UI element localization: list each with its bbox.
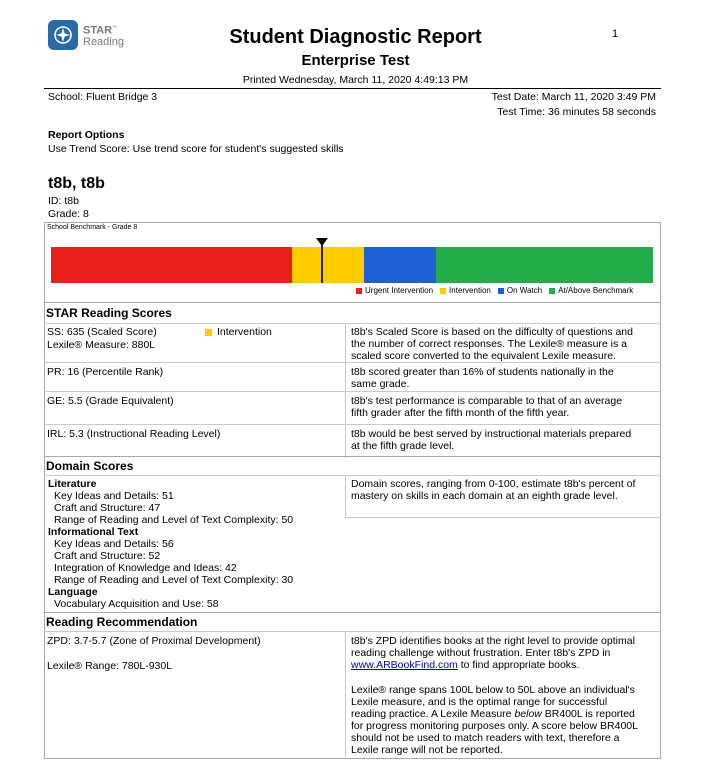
lexile-desc-line: Lexile measure, and is the optimal range for successful xyxy=(351,696,608,708)
benchmark-segment-urgent-intervention xyxy=(51,247,292,283)
lexile-desc-line-end: BR400L is reported xyxy=(541,708,635,720)
header-divider xyxy=(44,88,661,89)
test-time: Test Time: 36 minutes 58 seconds xyxy=(497,106,656,118)
irl-desc-line: t8b would be best served by instructional materials prepared xyxy=(351,428,632,440)
benchmark-legend xyxy=(349,286,633,295)
domain-score-item: Craft and Structure: 47 xyxy=(54,502,161,514)
legend-label: On Watch xyxy=(506,286,543,295)
link-suffix: to find appropriate books. xyxy=(457,659,580,671)
language-heading: Language xyxy=(48,586,98,598)
report-options-heading: Report Options xyxy=(48,129,125,141)
category-color-swatch xyxy=(205,329,212,336)
logo-trademark: ™ xyxy=(112,24,118,31)
domain-description xyxy=(351,478,635,502)
ss-desc-line: scaled score converted to the equivalent Lexile measure. xyxy=(351,350,616,362)
domain-scores-heading: Domain Scores xyxy=(44,456,661,475)
zpd-range: ZPD: 3.7-5.7 (Zone of Proximal Development) xyxy=(47,635,261,647)
lexile-desc-line: should not be used to match readers with text, therefore a xyxy=(351,732,620,744)
benchmark-panel xyxy=(44,222,661,300)
row-divider xyxy=(44,631,661,632)
star-scores-heading: STAR Reading Scores xyxy=(44,302,661,323)
domain-scores-list xyxy=(48,478,293,610)
row-divider xyxy=(44,424,661,425)
benchmark-label: School Benchmark - Grade 8 xyxy=(47,224,138,231)
domain-score-item: Range of Reading and Level of Text Complexity: 30 xyxy=(54,574,294,586)
instructional-reading-level: IRL: 5.3 (Instructional Reading Level) xyxy=(47,428,221,440)
domain-score-item: Key Ideas and Details: 51 xyxy=(54,490,174,502)
ge-desc-line: fifth grader after the fifth month of the fifth year. xyxy=(351,407,570,419)
row-divider xyxy=(44,323,661,324)
pr-description xyxy=(351,366,614,390)
legend-swatch xyxy=(356,288,362,294)
benchmark-segment-at-above-benchmark xyxy=(436,247,653,283)
school-name: School: Fluent Bridge 3 xyxy=(48,91,158,103)
pr-desc-line: same grade. xyxy=(351,378,410,390)
legend-label: Intervention xyxy=(449,286,491,295)
domain-score-item: Range of Reading and Level of Text Complexity: 50 xyxy=(54,514,294,526)
lexile-desc-line: reading practice. A Lexile Measure xyxy=(351,708,515,720)
below-emphasis: below xyxy=(514,708,542,720)
ss-desc-line: the number of correct responses. The Lexile® measure is a xyxy=(351,338,628,350)
zpd-desc-line: t8b's ZPD identifies books at the right level to provide optimal xyxy=(351,635,635,647)
student-marker-line xyxy=(321,245,323,283)
logo-product: Reading xyxy=(83,36,124,49)
report-options-text: Use Trend Score: Use trend score for student's suggested skills xyxy=(48,143,344,155)
column-divider xyxy=(345,631,346,759)
column-divider xyxy=(345,475,346,517)
domain-score-item: Vocabulary Acquisition and Use: 58 xyxy=(54,598,219,610)
ss-description xyxy=(351,326,633,362)
test-date: Test Date: March 11, 2020 3:49 PM xyxy=(491,91,656,103)
ge-description xyxy=(351,395,622,419)
domain-desc-line: mastery on skills in each domain at an eighth grade level. xyxy=(351,490,618,502)
zpd-desc-line: reading challenge without frustration. Enter t8b's ZPD in xyxy=(351,647,611,659)
student-id: ID: t8b xyxy=(48,195,79,207)
lexile-desc-line: Lexile range will not be reported. xyxy=(351,744,503,756)
benchmark-segment-intervention xyxy=(292,247,364,283)
student-name: t8b, t8b xyxy=(48,175,105,192)
ss-desc-line: t8b's Scaled Score is based on the difficulty of questions and xyxy=(351,326,633,338)
benchmark-segment-on-watch xyxy=(364,247,436,283)
printed-date: Printed Wednesday, March 11, 2020 4:49:13 PM xyxy=(242,74,469,86)
zpd-description xyxy=(351,635,635,671)
lexile-range: Lexile® Range: 780L-930L xyxy=(47,660,173,672)
irl-desc-line: at the fifth grade level. xyxy=(351,440,455,452)
domain-score-item: Craft and Structure: 52 xyxy=(54,550,161,562)
legend-swatch xyxy=(440,288,446,294)
domain-score-item: Key Ideas and Details: 56 xyxy=(54,538,174,550)
ge-desc-line: t8b's test performance is comparable to that of an average xyxy=(351,395,623,407)
pr-desc-line: t8b scored greater than 16% of students nationally in the xyxy=(351,366,614,378)
literature-heading: Literature xyxy=(48,478,97,490)
logo-brand: STAR xyxy=(83,24,113,37)
ss-category xyxy=(205,326,272,338)
report-subtitle: Enterprise Test xyxy=(301,52,410,69)
ss-category-label: Intervention xyxy=(217,326,272,338)
row-divider xyxy=(44,475,661,476)
reading-recommendation-heading: Reading Recommendation xyxy=(44,612,661,631)
informational-heading: Informational Text xyxy=(48,526,139,538)
arbookfind-link[interactable]: www.ARBookFind.com xyxy=(351,659,458,671)
irl-description xyxy=(351,428,631,452)
page-number: 1 xyxy=(612,28,619,40)
grade-equivalent: GE: 5.5 (Grade Equivalent) xyxy=(47,395,174,407)
row-divider xyxy=(345,517,661,518)
legend-label: At/Above Benchmark xyxy=(558,286,634,295)
lexile-desc-line: for progress monitoring purposes only. A score below BR400L xyxy=(351,720,638,732)
percentile-rank: PR: 16 (Percentile Rank) xyxy=(47,366,164,378)
legend-label: Urgent Intervention xyxy=(365,286,434,295)
domain-desc-line: Domain scores, ranging from 0-100, estimate t8b's percent of xyxy=(351,478,636,490)
legend-swatch xyxy=(498,288,504,294)
lexile-desc-line: Lexile® range spans 100L below to 50L above an individual's xyxy=(351,684,635,696)
legend-swatch xyxy=(549,288,555,294)
report-title: Student Diagnostic Report xyxy=(229,26,482,48)
lexile-range-description xyxy=(351,684,638,756)
student-grade: Grade: 8 xyxy=(48,208,89,220)
row-divider xyxy=(44,362,661,363)
lexile-measure: Lexile® Measure: 880L xyxy=(47,339,156,351)
domain-score-item: Integration of Knowledge and Ideas: 42 xyxy=(54,562,237,574)
scaled-score: SS: 635 (Scaled Score) xyxy=(47,326,157,338)
benchmark-bar xyxy=(51,247,653,283)
row-divider xyxy=(44,391,661,392)
